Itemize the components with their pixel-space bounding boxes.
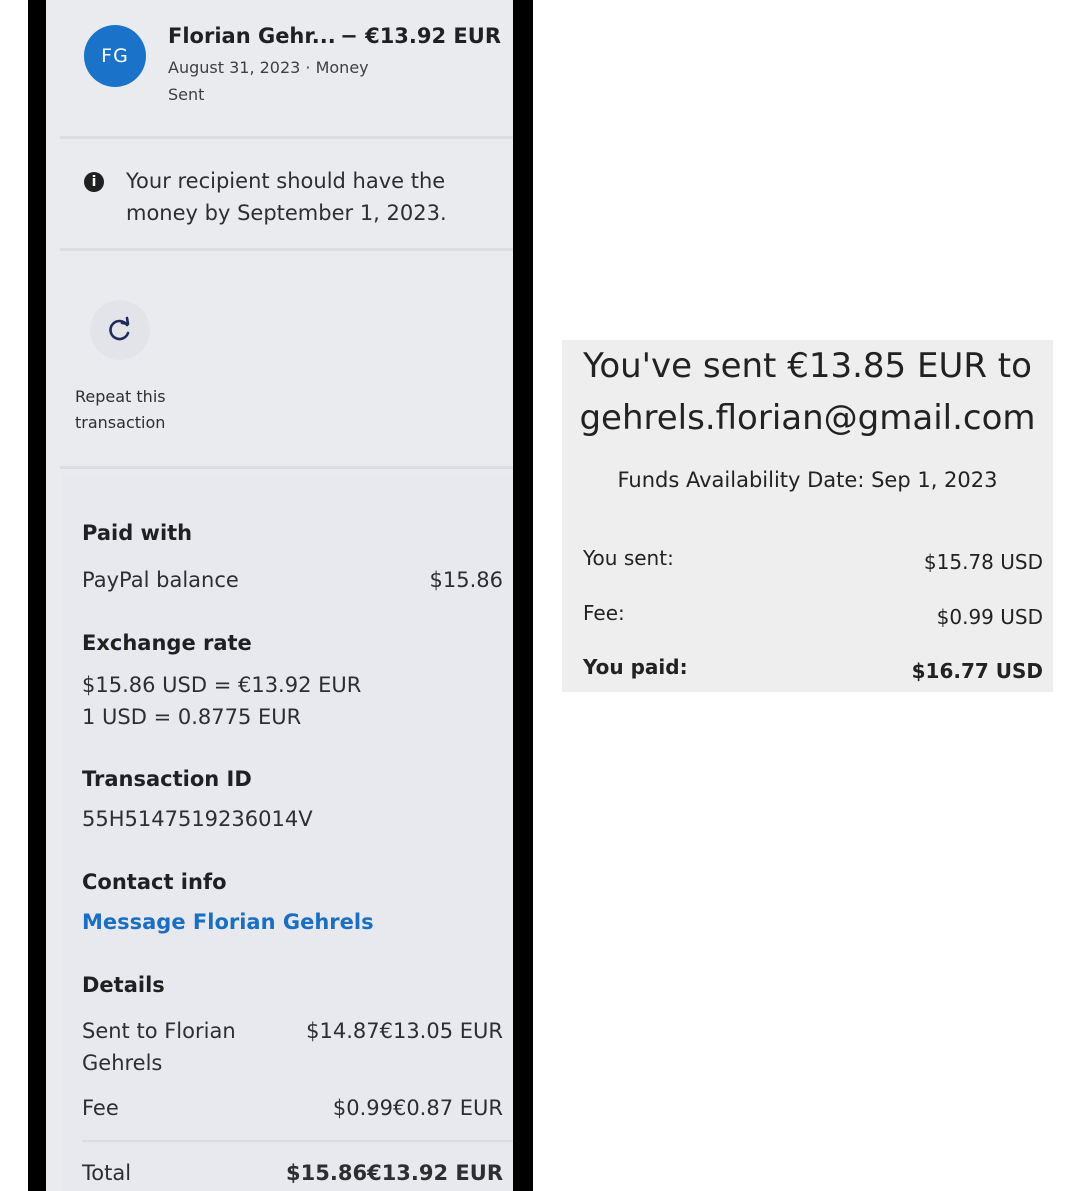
transaction-detail-screen xyxy=(46,0,513,1191)
exchange-rate-line2: 1 USD = 0.8775 EUR xyxy=(82,705,302,729)
divider xyxy=(60,466,513,469)
divider xyxy=(82,1140,513,1142)
send-confirmation-receipt xyxy=(562,340,1053,692)
you-sent-value: $15.78 USD xyxy=(923,550,1043,574)
refresh-icon xyxy=(106,316,134,344)
total-label: Total xyxy=(82,1161,132,1185)
payment-method: PayPal balance xyxy=(82,568,239,592)
sent-to-label: Sent to Florian Gehrels xyxy=(82,1019,236,1075)
you-paid-label: You paid: xyxy=(583,655,688,679)
funds-availability-date: Funds Availability Date: Sep 1, 2023 xyxy=(617,468,998,492)
you-sent-label: You sent: xyxy=(583,546,674,570)
exchange-rate-heading: Exchange rate xyxy=(82,631,252,655)
fee-label: Fee xyxy=(82,1096,119,1120)
transaction-id-heading: Transaction ID xyxy=(82,767,252,791)
details-heading: Details xyxy=(82,973,165,997)
transaction-amount: − €13.92 EUR xyxy=(340,24,501,48)
total-value: $15.86€13.92 EUR xyxy=(286,1161,503,1185)
transaction-id-value: 55H5147519236014V xyxy=(82,807,313,831)
message-recipient-link[interactable]: Message Florian Gehrels xyxy=(82,910,374,934)
delivery-notice xyxy=(46,155,513,245)
repeat-button[interactable] xyxy=(90,300,150,360)
you-paid-value: $16.77 USD xyxy=(911,659,1043,683)
confirmation-title xyxy=(562,340,1053,444)
paid-with-heading: Paid with xyxy=(82,521,193,545)
sent-to-value: $14.87€13.05 EUR xyxy=(306,1019,503,1043)
avatar: FG xyxy=(84,25,146,87)
repeat-label: Repeat this transaction xyxy=(75,387,166,432)
recipient-email: gehrels.florian@gmail.com xyxy=(579,398,1036,438)
recipient-name: Florian Gehr... xyxy=(168,24,336,48)
transaction-header xyxy=(46,0,513,135)
receipt-fee-value: $0.99 USD xyxy=(936,605,1043,629)
notice-text: Your recipient should have the money by September 1, 2023. xyxy=(126,169,447,225)
receipt-fee-label: Fee: xyxy=(583,601,625,625)
contact-info-heading: Contact info xyxy=(82,870,227,894)
exchange-rate-line1: $15.86 USD = €13.92 EUR xyxy=(82,673,362,697)
divider xyxy=(60,136,513,139)
transaction-subtitle: August 31, 2023 · Money Sent xyxy=(168,58,369,104)
transaction-details-panel xyxy=(62,475,513,1191)
repeat-transaction[interactable] xyxy=(46,250,513,465)
fee-value: $0.99€0.87 EUR xyxy=(332,1096,503,1120)
payment-amount: $15.86 xyxy=(429,568,503,592)
info-icon: i xyxy=(84,172,104,192)
confirmation-title-line1: You've sent €13.85 EUR to xyxy=(583,346,1032,386)
